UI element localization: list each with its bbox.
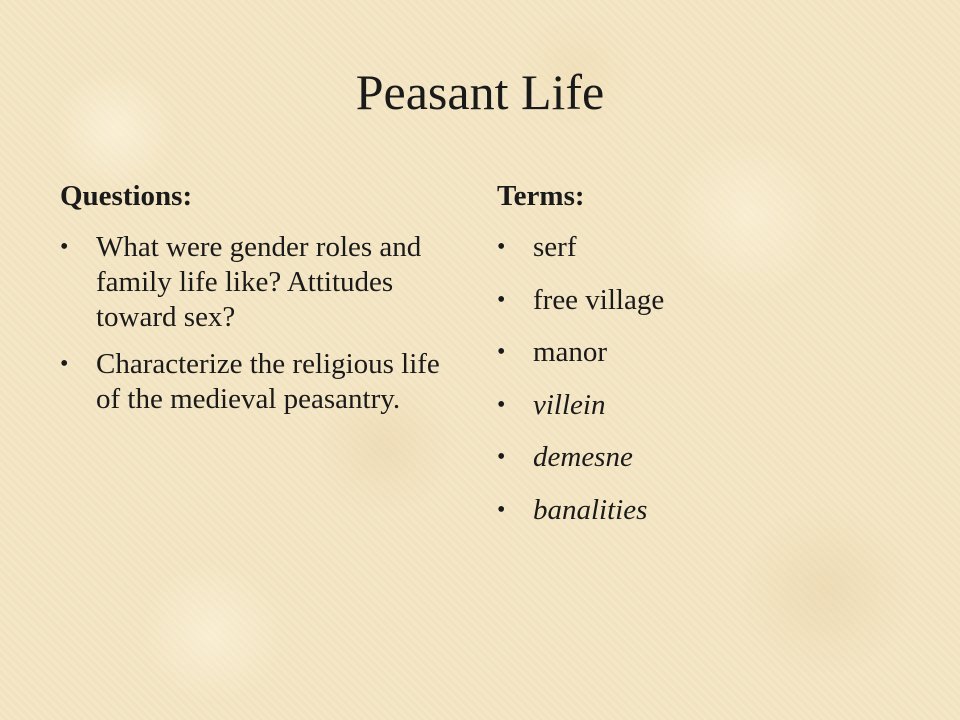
list-item [497,440,897,475]
slide-title: Peasant Life [355,64,605,120]
bullet-icon: • [497,234,506,260]
list-item [497,283,897,318]
questions-list [60,230,470,417]
term-text: serf [533,231,577,263]
questions-column [60,174,470,429]
terms-list [497,230,897,528]
list-item [497,388,897,423]
bullet-icon: • [60,351,69,377]
list-item [497,230,897,265]
bullet-icon: • [497,391,506,418]
terms-column [497,174,897,545]
bullet-icon: • [497,444,506,470]
list-item [497,493,897,528]
term-text: manor [533,336,608,368]
list-item [60,230,470,335]
bullet-icon: • [497,339,506,365]
list-item [60,347,470,417]
bullet-icon: • [497,286,506,313]
question-text: Characterize the religious life of the medieval peasantry. [96,348,440,415]
bullet-icon: • [497,496,506,523]
term-text: demesne [533,441,633,473]
questions-heading: Questions: [60,180,193,212]
question-text: What were gender roles and family life like? Attitudes toward sex? [96,231,422,333]
terms-heading: Terms: [497,180,585,212]
term-text: villein [533,388,606,421]
list-item [497,335,897,370]
bullet-icon: • [60,234,69,260]
term-text: banalities [533,493,648,526]
term-text: free village [533,283,665,316]
